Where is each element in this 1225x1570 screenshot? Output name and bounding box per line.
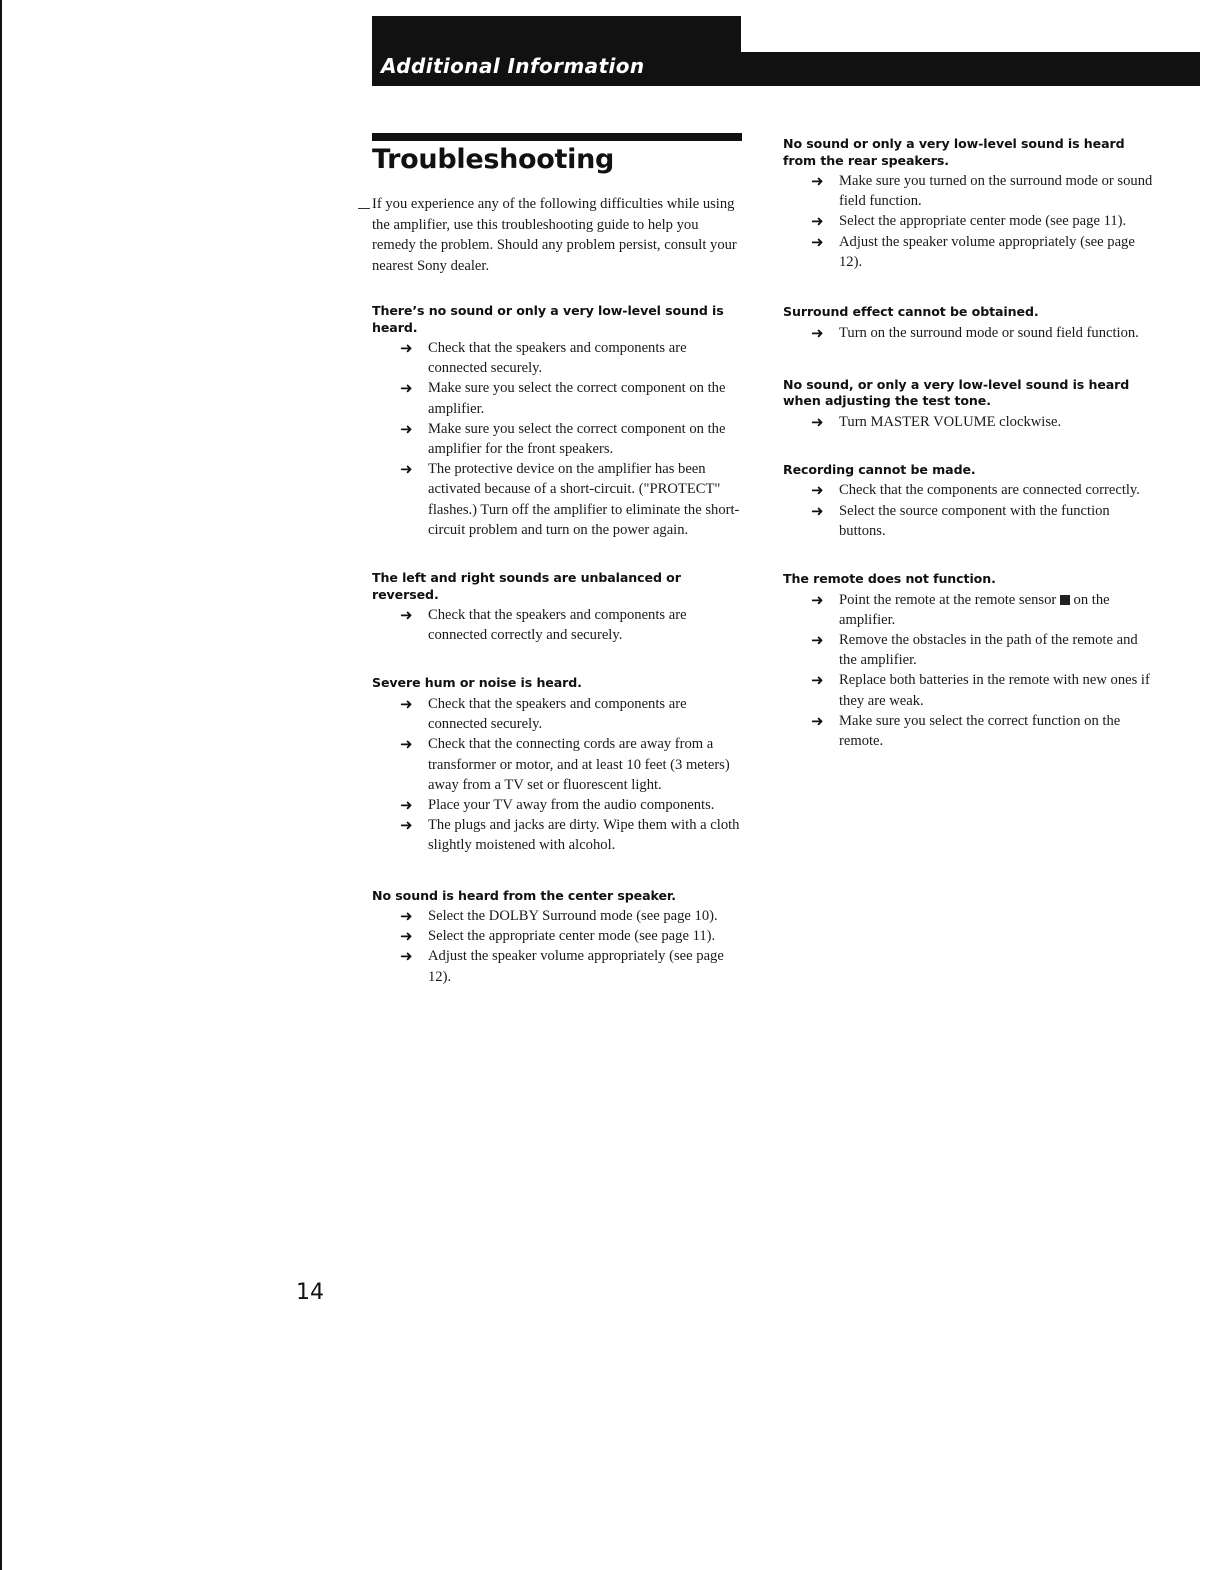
- remedy-item: [372, 906, 744, 926]
- remedy-text: Make sure you select the correct component on the amplifier.: [428, 380, 726, 417]
- remedy-text: Place your TV away from the audio components.: [428, 796, 715, 813]
- remedy-text: Select the source component with the function buttons.: [839, 502, 1110, 539]
- intro-paragraph: If you experience any of the following difficulties while using the amplifier, use this troubleshooting guide to help you remedy the problem. Should any problem persist, consult your nearest Sony dealer.: [372, 196, 737, 274]
- arrow-right-icon: ➜: [400, 419, 413, 438]
- remedy-item: [783, 670, 1155, 710]
- troubleshooting-block: [783, 462, 1155, 541]
- troubleshooting-block: [372, 570, 744, 645]
- remedy-item: [372, 926, 744, 946]
- remote-sensor-icon: [1060, 595, 1070, 605]
- troubleshooting-block: [372, 675, 744, 855]
- arrow-right-icon: ➜: [811, 671, 824, 690]
- remedy-text-suffix: on the amplifier.: [839, 591, 1110, 628]
- remedy-text: The protective device on the amplifier has been activated because of a short-circuit. ("PROTECT" flashes.) Turn off the amplifier to eliminate the short-circuit problem and turn on the power again.: [428, 461, 740, 538]
- page-edge-rule: [0, 0, 2, 1570]
- remedy-text: Point the remote at the remote sensor: [839, 591, 1057, 608]
- section-header-title: Additional Information: [381, 54, 645, 78]
- troubleshooting-block: [783, 377, 1155, 432]
- problem-heading: The remote does not function.: [783, 571, 996, 587]
- troubleshooting-block: [372, 303, 744, 540]
- remedy-item: [783, 412, 1155, 432]
- arrow-right-icon: ➜: [400, 927, 413, 946]
- remedy-item: [372, 378, 744, 418]
- remedy-item: [372, 734, 744, 795]
- remedy-text: Select the appropriate center mode (see page 11).: [839, 213, 1127, 230]
- right-column: [783, 136, 1155, 751]
- page-title: Troubleshooting: [372, 144, 615, 175]
- arrow-right-icon: ➜: [400, 339, 413, 357]
- remedy-item: [372, 419, 744, 459]
- left-column: [372, 303, 744, 987]
- remedy-item: [783, 711, 1155, 751]
- remedy-text: Check that the speakers and components are connected securely.: [428, 695, 687, 733]
- remedy-item: [783, 171, 1155, 211]
- troubleshooting-block: [783, 571, 1155, 751]
- remedy-text: Make sure you turned on the surround mode or sound field function.: [839, 173, 1153, 210]
- problem-heading: Surround effect cannot be obtained.: [783, 304, 1039, 320]
- remedy-list: [372, 338, 744, 540]
- remedy-item: [783, 630, 1155, 670]
- remedy-list: [783, 412, 1155, 432]
- remedy-item: [783, 232, 1155, 272]
- arrow-right-icon: ➜: [400, 947, 413, 966]
- remedy-text: Make sure you select the correct function on the remote.: [839, 712, 1121, 749]
- arrow-right-icon: ➜: [400, 694, 413, 713]
- problem-heading: Recording cannot be made.: [783, 461, 976, 477]
- remedy-text: Adjust the speaker volume appropriately (see page 12).: [428, 948, 724, 985]
- intro-dash: [358, 208, 370, 209]
- remedy-list: [372, 906, 744, 987]
- remedy-text: Adjust the speaker volume appropriately (see page 12).: [839, 233, 1135, 270]
- problem-heading: No sound or only a very low-level sound is heard from the rear speakers.: [783, 136, 1125, 168]
- remedy-text: Turn on the surround mode or sound field function.: [839, 324, 1139, 341]
- troubleshooting-block: [783, 136, 1155, 272]
- remedy-item: [372, 338, 744, 378]
- arrow-right-icon: ➜: [400, 379, 413, 398]
- remedy-text: The plugs and jacks are dirty. Wipe them with a cloth slightly moistened with alcohol.: [428, 817, 740, 854]
- arrow-right-icon: ➜: [400, 460, 413, 479]
- header-tab: [372, 16, 741, 56]
- remedy-list: [372, 694, 744, 856]
- remedy-item: [783, 590, 1155, 630]
- troubleshooting-block: [783, 304, 1155, 343]
- remedy-item: [783, 323, 1155, 343]
- problem-heading: The left and right sounds are unbalanced or reversed.: [372, 570, 681, 602]
- remedy-text: Select the DOLBY Surround mode (see page 10).: [428, 908, 718, 925]
- remedy-item: [372, 694, 744, 734]
- remedy-item: [783, 501, 1155, 541]
- remedy-text: Check that the connecting cords are away from a transformer or motor, and at least 10 feet (3 meters) away from a TV set or fluorescent light.: [428, 736, 730, 793]
- arrow-right-icon: ➜: [400, 735, 413, 754]
- remedy-text: Check that the speakers and components are connected securely.: [428, 340, 687, 377]
- remedy-list: [783, 480, 1155, 541]
- arrow-right-icon: ➜: [811, 172, 824, 190]
- remedy-text: Turn MASTER VOLUME clockwise.: [839, 413, 1062, 430]
- problem-heading: No sound is heard from the center speaker.: [372, 887, 676, 903]
- remedy-text: Replace both batteries in the remote with new ones if they are weak.: [839, 672, 1150, 709]
- remedy-text: Check that the speakers and components are connected correctly and securely.: [428, 607, 687, 644]
- remedy-item: [372, 459, 744, 540]
- arrow-right-icon: ➜: [400, 795, 413, 814]
- arrow-right-icon: ➜: [811, 323, 824, 342]
- arrow-right-icon: ➜: [811, 212, 824, 231]
- arrow-right-icon: ➜: [400, 606, 413, 625]
- arrow-right-icon: ➜: [811, 501, 824, 520]
- remedy-text: Check that the components are connected correctly.: [839, 482, 1140, 499]
- arrow-right-icon: ➜: [400, 907, 413, 926]
- arrow-right-icon: ➜: [811, 481, 824, 500]
- arrow-right-icon: ➜: [811, 232, 824, 251]
- arrow-right-icon: ➜: [811, 630, 824, 649]
- remedy-item: [372, 605, 744, 645]
- arrow-right-icon: ➜: [811, 590, 824, 609]
- page-number: 14: [296, 1280, 324, 1305]
- remedy-list: [783, 323, 1155, 343]
- arrow-right-icon: ➜: [811, 711, 824, 730]
- remedy-text: Select the appropriate center mode (see page 11).: [428, 928, 716, 945]
- arrow-right-icon: ➜: [811, 412, 824, 431]
- remedy-item: [783, 211, 1155, 231]
- remedy-list: [783, 590, 1155, 752]
- section-rule: [372, 133, 742, 141]
- troubleshooting-block: [372, 888, 744, 987]
- remedy-item: [783, 480, 1155, 500]
- remedy-item: [372, 815, 744, 855]
- problem-heading: No sound, or only a very low-level sound is heard when adjusting the test tone.: [783, 376, 1130, 409]
- remedy-text: Make sure you select the correct component on the amplifier for the front speakers.: [428, 420, 726, 458]
- remedy-list: [783, 171, 1155, 272]
- arrow-right-icon: ➜: [400, 816, 413, 835]
- remedy-list: [372, 605, 744, 645]
- remedy-item: [372, 946, 744, 986]
- remedy-text: Remove the obstacles in the path of the remote and the amplifier.: [839, 631, 1138, 669]
- problem-heading: Severe hum or noise is heard.: [372, 675, 582, 691]
- remedy-item: [372, 795, 744, 815]
- problem-heading: There’s no sound or only a very low-level sound is heard.: [372, 303, 724, 335]
